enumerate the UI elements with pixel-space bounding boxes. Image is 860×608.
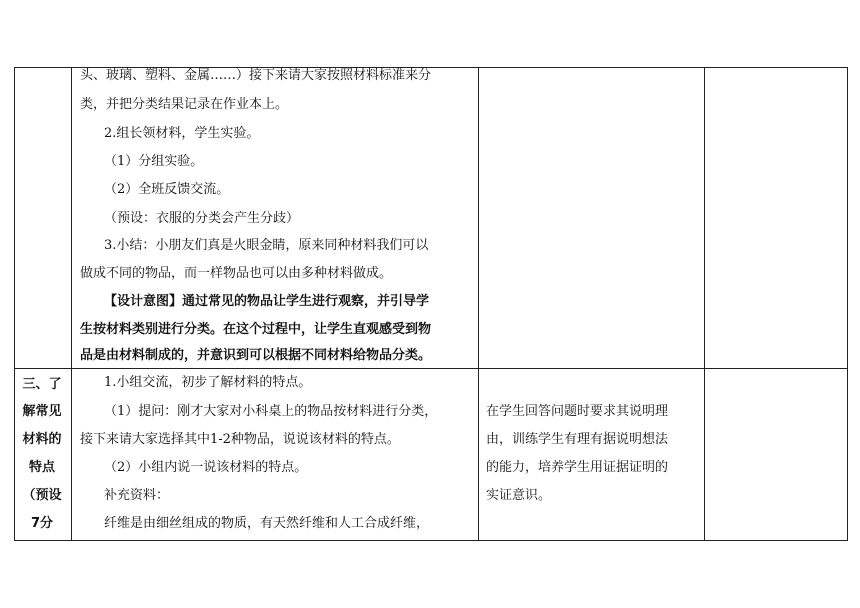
activity-text-line: 头、玻璃、塑料、金属……）接下来请大家按照材料标准来分 bbox=[80, 68, 432, 83]
section-title-line: 三、了 bbox=[22, 377, 62, 392]
section-title-line: 材料的 bbox=[22, 432, 62, 447]
design-intent-line: 生按材料类别进行分类。在这个过程中，让学生直观感受到物 bbox=[80, 322, 432, 337]
column-divider-1 bbox=[71, 67, 72, 541]
table-border-right bbox=[847, 67, 848, 541]
row-divider bbox=[14, 368, 848, 369]
activity-text-line: 3.小结：小朋友们真是火眼金睛，原来同种材料我们可以 bbox=[104, 238, 429, 253]
section-title-line: 7分 bbox=[30, 516, 54, 531]
activity-text-line: 纤维是由细丝组成的物质，有天然纤维和人工合成纤维， bbox=[104, 516, 430, 531]
column-divider-3 bbox=[704, 67, 705, 541]
design-intent-line: 品是由材料制成的，并意识到可以根据不同材料给物品分类。 bbox=[80, 348, 432, 363]
column-divider-2 bbox=[478, 67, 479, 541]
activity-text-line: 类，并把分类结果记录在作业本上。 bbox=[80, 97, 289, 112]
intent-text-line: 在学生回答问题时要求其说明理 bbox=[486, 404, 669, 419]
activity-text-line: 2.组长领材料，学生实验。 bbox=[104, 126, 260, 141]
design-intent-line: 【设计意图】通过常见的物品让学生进行观察，并引导学 bbox=[104, 294, 430, 309]
activity-text-line: 做成不同的物品，而一样物品也可以由多种材料做成。 bbox=[80, 266, 393, 281]
activity-text-line: （1）分组实验。 bbox=[104, 154, 204, 169]
intent-text-line: 由，训练学生有理有据说明想法 bbox=[486, 432, 669, 447]
activity-text-line: （1）提问：刚才大家对小科桌上的物品按材料进行分类， bbox=[104, 404, 438, 419]
section-title-line: 特点 bbox=[28, 460, 55, 475]
activity-text-line: （预设：衣服的分类会产生分歧） bbox=[104, 211, 300, 226]
table-border-bottom bbox=[14, 540, 848, 541]
intent-text-line: 实证意识。 bbox=[486, 488, 552, 503]
activity-text-line: （2）全班反馈交流。 bbox=[104, 182, 230, 197]
section-title-line: （预设 bbox=[22, 488, 62, 503]
activity-text-line: 接下来请大家选择其中1-2种物品，说说该材料的特点。 bbox=[80, 432, 400, 447]
section-title-line: 解常见 bbox=[22, 404, 62, 419]
activity-text-line: 补充资料： bbox=[104, 488, 170, 503]
intent-text-line: 的能力，培养学生用证据证明的 bbox=[486, 460, 669, 475]
activity-text-line: 1.小组交流，初步了解材料的特点。 bbox=[104, 375, 312, 390]
activity-text-line: （2）小组内说一说该材料的特点。 bbox=[104, 460, 308, 475]
